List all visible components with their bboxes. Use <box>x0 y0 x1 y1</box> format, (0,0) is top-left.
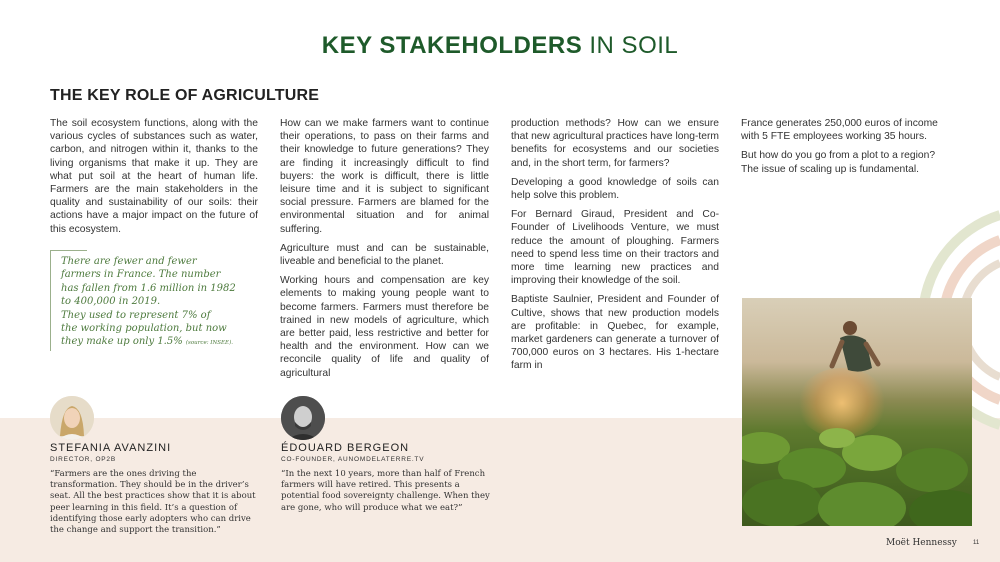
paragraph: Agriculture must and can be sustainable, liveable and beneficial to the planet. <box>280 242 489 268</box>
text-column-4 <box>741 117 953 182</box>
person-icon <box>281 396 325 440</box>
paragraph: Baptiste Saulnier, President and Founder of Cultive, shows that new production models are profitable: in Quebec, for example, market gardeners can generate a turnover of 700,000 euros on 3 hectares. His 1-hectare farm in <box>511 294 719 372</box>
speaker-name: STEFANIA AVANZINI <box>50 442 172 454</box>
section-title: THE KEY ROLE OF AGRICULTURE <box>50 87 320 104</box>
speaker-role: DIRECTOR, OP2B <box>50 456 116 463</box>
paragraph: The soil ecosystem functions, along with the various cycles of substances such as water, carbon, and nitrogen within it, thanks to the living organisms that make it up. They are what put soil at the heart of human life. Farmers are the main stakeholders in the quality and sustainability of our soils: their actions have a major impact on the future of this ecosystem. <box>50 118 258 235</box>
pull-quote-line: the working population, but now <box>61 323 227 335</box>
paragraph: But how do you go from a plot to a region? The issue of scaling up is fundamental. <box>741 150 936 175</box>
person-icon <box>50 396 94 440</box>
paragraph: France generates 250,000 euros of income with 5 FTE employees working 35 hours. <box>741 118 938 143</box>
paragraph: Developing a good knowledge of soils can help solve this problem. <box>511 176 719 202</box>
paragraph: Working hours and compensation are key elements to making young people want to become farmers. Farmers must therefore be trained in new models of agriculture, which are better paid, less restrictive and better for health and the environment. How can we reconcile quality of life and quality of agricultural <box>280 275 489 379</box>
pull-quote-text <box>61 250 250 351</box>
text-column-3 <box>511 117 719 379</box>
crop-leaves <box>742 408 972 526</box>
pull-quote-line: There are fewer and fewer <box>61 256 197 267</box>
pull-quote-line: farmers in France. The number <box>61 269 221 281</box>
page-title <box>0 32 1000 60</box>
title-bold: KEY STAKEHOLDERS <box>321 32 583 59</box>
text-column-1 <box>50 117 258 242</box>
pull-quote-source: (source: INSEE). <box>185 340 233 347</box>
pull-quote-last-line: they make up only 1.5% <box>61 336 183 348</box>
speaker-quote: “Farmers are the ones driving the transformation. They should be in the driver’s seat. All the best practices show that it is about peer learning in this field. It’s a question of identifying those early adopters who can drive the change and support the transition.” <box>50 469 256 536</box>
speaker-quote: “In the next 10 years, more than half of French farmers will have retired. This presents a potential food sovereignty challenge. When they are gone, who will produce what we eat?” <box>281 469 490 513</box>
farmer-figure <box>822 318 892 388</box>
paragraph: How can we make farmers want to continue their operations, to pass on their farms and their knowledge to future generations? They are finding it increasingly difficult to find buyers: the work is difficult, there is little leisure time and it is subject to significant social pressure. Farmers are blamed for the environmental situation and for animal suffering. <box>280 118 489 235</box>
pull-quote-line: They used to represent 7% of <box>61 309 211 321</box>
brand-logo-text: Moët Hennessy <box>886 538 957 548</box>
paragraph: production methods? How can we ensure that new agricultural practices have long-term benefits for ecosystems and our societies and, in the short term, for farmers? <box>511 118 719 169</box>
page-number: 11 <box>973 540 980 546</box>
pull-quote-line <box>61 335 250 350</box>
pull-quote-line: has fallen from 1.6 million in 1982 <box>61 282 236 294</box>
avatar <box>50 396 94 440</box>
pull-quote <box>50 250 250 351</box>
title-light: IN SOIL <box>589 32 679 59</box>
avatar <box>281 396 325 440</box>
speaker-role: CO-FOUNDER, AUNOMDELATERRE.TV <box>281 456 425 463</box>
pull-quote-line: to 400,000 in 2019. <box>61 296 161 308</box>
text-column-2 <box>280 117 489 386</box>
speaker-name: ÉDOUARD BERGEON <box>281 442 410 454</box>
farmer-field-photo <box>742 298 972 526</box>
paragraph: For Bernard Giraud, President and Co-Founder of Livelihoods Venture, we must reduce the amount of ploughing. Farmers need to spend less time on their tractors and more time learning new practices and improving their knowledge of the soil. <box>511 209 719 287</box>
